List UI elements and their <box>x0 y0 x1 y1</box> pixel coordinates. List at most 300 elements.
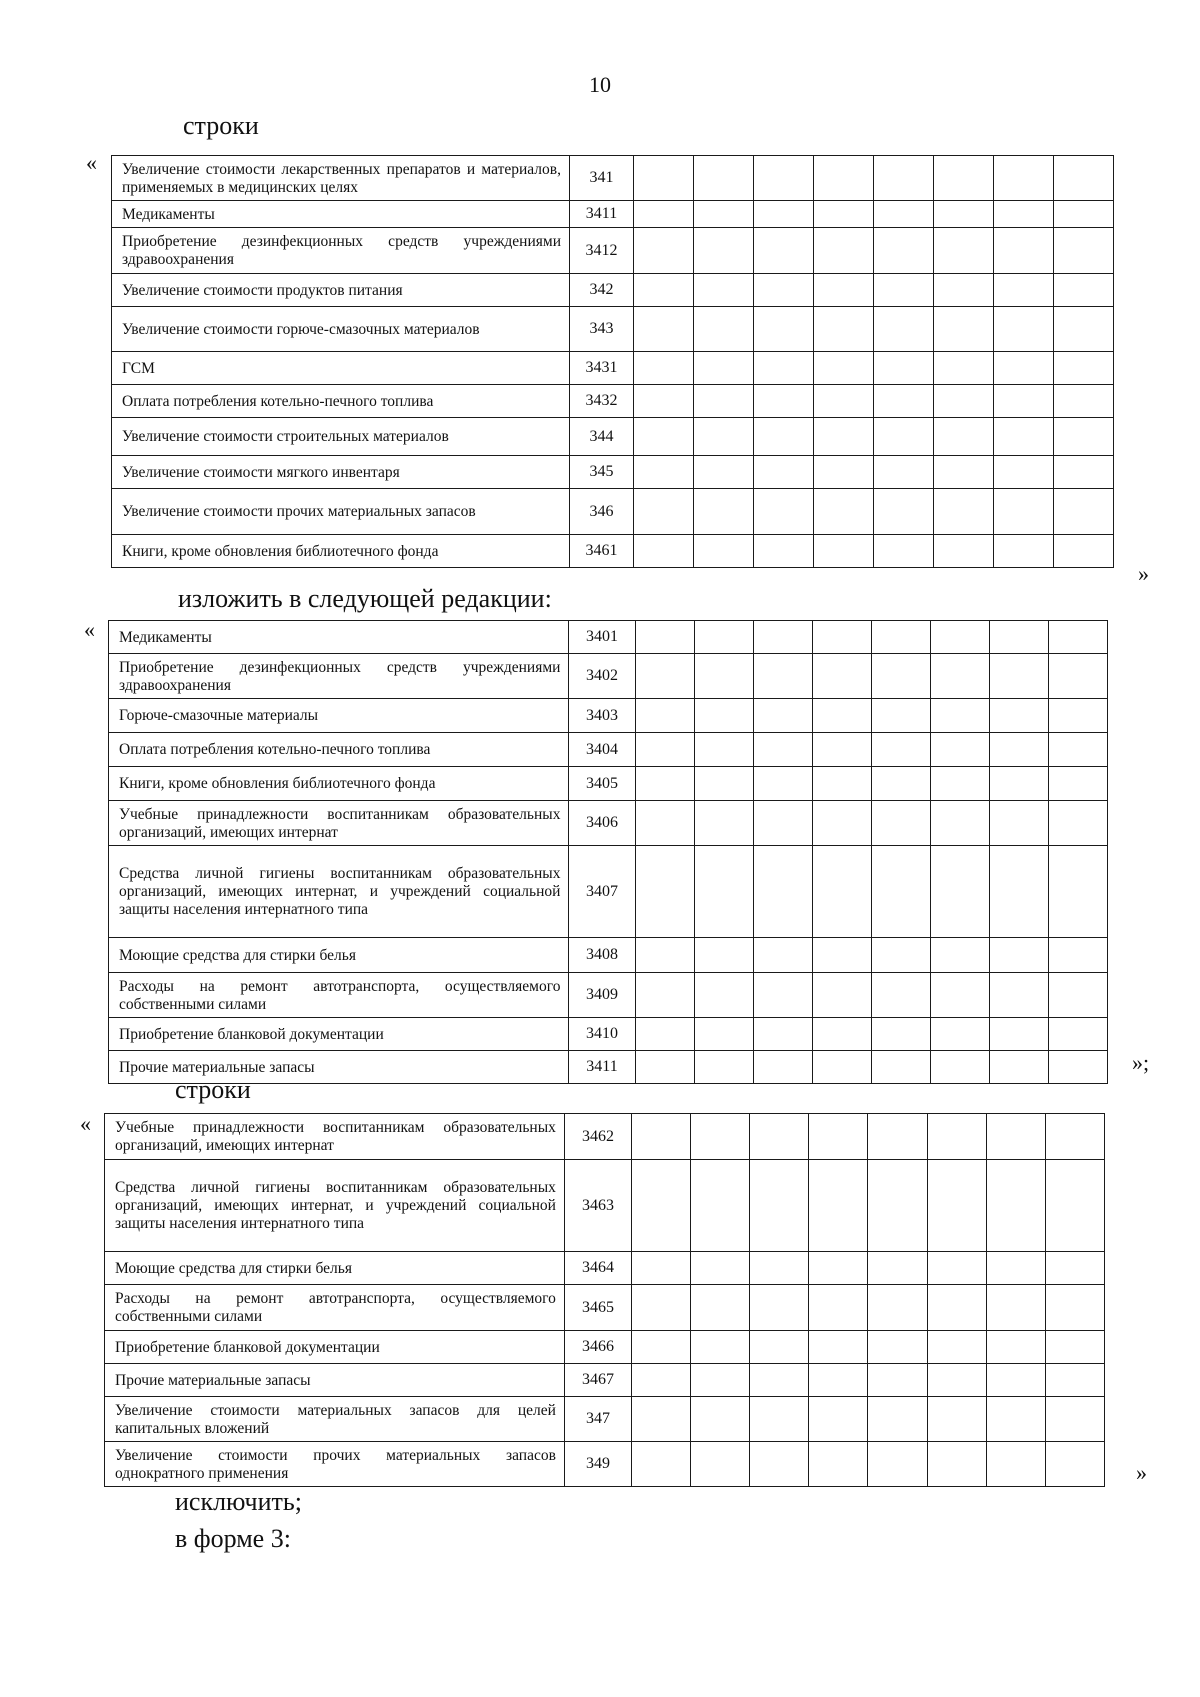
empty-cell <box>986 1114 1045 1160</box>
row-code: 3432 <box>570 385 634 418</box>
empty-cell <box>874 489 934 535</box>
empty-cell <box>635 733 694 767</box>
empty-cell <box>753 938 812 973</box>
row-code: 347 <box>564 1397 631 1442</box>
row-name: Книги, кроме обновления библиотечного фонда <box>109 767 569 801</box>
row-code: 343 <box>570 307 634 352</box>
empty-cell <box>986 1285 1045 1331</box>
empty-cell <box>994 307 1054 352</box>
empty-cell <box>753 654 812 699</box>
empty-cell <box>809 1331 868 1364</box>
row-code: 344 <box>570 418 634 456</box>
heading-form: в форме 3: <box>175 1524 291 1553</box>
row-code: 3411 <box>570 201 634 228</box>
open-quote-1: « <box>86 150 97 175</box>
empty-cell <box>1045 1252 1104 1285</box>
empty-cell <box>1045 1397 1104 1442</box>
empty-cell <box>694 621 753 654</box>
empty-cell <box>1054 385 1114 418</box>
empty-cell <box>632 1397 691 1442</box>
empty-cell <box>753 1018 812 1051</box>
empty-cell <box>871 973 930 1018</box>
row-name: Увеличение стоимости прочих материальных запасов <box>112 489 570 535</box>
empty-cell <box>754 489 814 535</box>
empty-cell <box>635 801 694 846</box>
empty-cell <box>691 1442 750 1487</box>
row-code: 3463 <box>564 1160 631 1252</box>
empty-cell <box>989 733 1048 767</box>
table-row <box>112 489 1114 535</box>
empty-cell <box>994 228 1054 274</box>
table-row <box>112 307 1114 352</box>
empty-cell <box>930 654 989 699</box>
row-code: 3411 <box>569 1051 635 1084</box>
empty-cell <box>812 654 871 699</box>
empty-cell <box>874 274 934 307</box>
empty-cell <box>1048 767 1107 801</box>
row-name: Учебные принадлежности воспитанникам образовательных организаций, имеющих интернат <box>109 801 569 846</box>
row-code: 3464 <box>564 1252 631 1285</box>
empty-cell <box>1048 654 1107 699</box>
empty-cell <box>930 1051 989 1084</box>
empty-cell <box>868 1252 927 1285</box>
empty-cell <box>871 654 930 699</box>
empty-cell <box>1054 156 1114 201</box>
table-row <box>112 418 1114 456</box>
empty-cell <box>874 156 934 201</box>
empty-cell <box>1045 1285 1104 1331</box>
row-name: Медикаменты <box>112 201 570 228</box>
empty-cell <box>753 973 812 1018</box>
row-name: ГСМ <box>112 352 570 385</box>
empty-cell <box>1054 535 1114 568</box>
empty-cell <box>986 1364 1045 1397</box>
empty-cell <box>934 307 994 352</box>
empty-cell <box>814 385 874 418</box>
empty-cell <box>812 1018 871 1051</box>
empty-cell <box>814 274 874 307</box>
empty-cell <box>871 1051 930 1084</box>
empty-cell <box>635 938 694 973</box>
table-row <box>112 228 1114 274</box>
table-excluded-lines <box>104 1113 1105 1487</box>
empty-cell <box>750 1160 809 1252</box>
table-row <box>109 733 1108 767</box>
empty-cell <box>930 1018 989 1051</box>
empty-cell <box>754 385 814 418</box>
empty-cell <box>694 274 754 307</box>
empty-cell <box>814 456 874 489</box>
row-name: Увеличение стоимости материальных запасов для целей капитальных вложений <box>105 1397 565 1442</box>
empty-cell <box>1048 1018 1107 1051</box>
empty-cell <box>753 1051 812 1084</box>
empty-cell <box>694 733 753 767</box>
table-row <box>105 1364 1105 1397</box>
empty-cell <box>1045 1364 1104 1397</box>
empty-cell <box>634 456 694 489</box>
row-code: 3412 <box>570 228 634 274</box>
empty-cell <box>927 1114 986 1160</box>
row-name: Увеличение стоимости строительных материалов <box>112 418 570 456</box>
empty-cell <box>934 352 994 385</box>
empty-cell <box>691 1114 750 1160</box>
empty-cell <box>994 201 1054 228</box>
row-code: 3410 <box>569 1018 635 1051</box>
row-name: Прочие материальные запасы <box>105 1364 565 1397</box>
empty-cell <box>753 699 812 733</box>
row-name: Средства личной гигиены воспитанникам образовательных организаций, имеющих интернат, и учреждений социальной защиты населения интернатного типа <box>109 846 569 938</box>
row-code: 3409 <box>569 973 635 1018</box>
table-row <box>109 1051 1108 1084</box>
empty-cell <box>871 801 930 846</box>
empty-cell <box>750 1442 809 1487</box>
empty-cell <box>1048 1051 1107 1084</box>
empty-cell <box>986 1397 1045 1442</box>
empty-cell <box>874 535 934 568</box>
table-row <box>105 1114 1105 1160</box>
empty-cell <box>927 1442 986 1487</box>
empty-cell <box>812 1051 871 1084</box>
row-name: Приобретение дезинфекционных средств учреждениями здравоохранения <box>112 228 570 274</box>
row-code: 342 <box>570 274 634 307</box>
empty-cell <box>868 1364 927 1397</box>
empty-cell <box>635 654 694 699</box>
empty-cell <box>635 973 694 1018</box>
page-number: 10 <box>589 72 611 97</box>
empty-cell <box>927 1331 986 1364</box>
empty-cell <box>812 699 871 733</box>
empty-cell <box>927 1285 986 1331</box>
empty-cell <box>930 767 989 801</box>
empty-cell <box>927 1364 986 1397</box>
empty-cell <box>989 938 1048 973</box>
row-name: Книги, кроме обновления библиотечного фонда <box>112 535 570 568</box>
empty-cell <box>874 456 934 489</box>
row-name: Приобретение бланковой документации <box>105 1331 565 1364</box>
row-name: Приобретение бланковой документации <box>109 1018 569 1051</box>
row-name: Горюче-смазочные материалы <box>109 699 569 733</box>
table-row <box>109 699 1108 733</box>
empty-cell <box>874 201 934 228</box>
empty-cell <box>871 733 930 767</box>
empty-cell <box>812 621 871 654</box>
empty-cell <box>1048 699 1107 733</box>
empty-cell <box>694 456 754 489</box>
empty-cell <box>694 801 753 846</box>
row-name: Увеличение стоимости прочих материальных запасов однократного применения <box>105 1442 565 1487</box>
empty-cell <box>754 201 814 228</box>
row-code: 3465 <box>564 1285 631 1331</box>
empty-cell <box>753 846 812 938</box>
empty-cell <box>750 1364 809 1397</box>
table-row <box>112 156 1114 201</box>
empty-cell <box>930 973 989 1018</box>
empty-cell <box>812 846 871 938</box>
empty-cell <box>868 1397 927 1442</box>
table-new-edition <box>108 620 1108 1084</box>
open-quote-3: « <box>80 1111 91 1136</box>
empty-cell <box>812 938 871 973</box>
heading-exclude: исключить; <box>175 1487 302 1516</box>
empty-cell <box>691 1160 750 1252</box>
row-name: Прочие материальные запасы <box>109 1051 569 1084</box>
empty-cell <box>1054 352 1114 385</box>
empty-cell <box>994 352 1054 385</box>
table-row <box>109 801 1108 846</box>
empty-cell <box>989 767 1048 801</box>
row-code: 3404 <box>569 733 635 767</box>
row-name: Увеличение стоимости лекарственных препаратов и материалов, применяемых в медицинских целях <box>112 156 570 201</box>
empty-cell <box>934 535 994 568</box>
empty-cell <box>635 621 694 654</box>
empty-cell <box>812 801 871 846</box>
empty-cell <box>874 385 934 418</box>
empty-cell <box>753 767 812 801</box>
row-code: 3461 <box>570 535 634 568</box>
table-row <box>112 385 1114 418</box>
empty-cell <box>930 699 989 733</box>
row-name: Учебные принадлежности воспитанникам образовательных организаций, имеющих интернат <box>105 1114 565 1160</box>
empty-cell <box>814 307 874 352</box>
empty-cell <box>1048 801 1107 846</box>
empty-cell <box>753 801 812 846</box>
empty-cell <box>634 228 694 274</box>
empty-cell <box>1048 938 1107 973</box>
table-row <box>109 1018 1108 1051</box>
row-code: 3401 <box>569 621 635 654</box>
empty-cell <box>868 1331 927 1364</box>
empty-cell <box>934 156 994 201</box>
empty-cell <box>694 489 754 535</box>
empty-cell <box>871 846 930 938</box>
empty-cell <box>868 1114 927 1160</box>
table-row <box>105 1331 1105 1364</box>
empty-cell <box>694 1051 753 1084</box>
empty-cell <box>871 938 930 973</box>
row-name: Приобретение дезинфекционных средств учреждениями здравоохранения <box>109 654 569 699</box>
empty-cell <box>1048 973 1107 1018</box>
row-code: 3407 <box>569 846 635 938</box>
table-row <box>109 654 1108 699</box>
empty-cell <box>1054 228 1114 274</box>
empty-cell <box>694 654 753 699</box>
empty-cell <box>1048 733 1107 767</box>
table-row <box>112 201 1114 228</box>
table-row <box>112 535 1114 568</box>
empty-cell <box>812 767 871 801</box>
row-name: Моющие средства для стирки белья <box>105 1252 565 1285</box>
empty-cell <box>750 1397 809 1442</box>
table-row <box>112 352 1114 385</box>
empty-cell <box>632 1114 691 1160</box>
empty-cell <box>694 385 754 418</box>
empty-cell <box>809 1252 868 1285</box>
empty-cell <box>927 1397 986 1442</box>
empty-cell <box>930 801 989 846</box>
empty-cell <box>694 352 754 385</box>
empty-cell <box>694 156 754 201</box>
empty-cell <box>930 846 989 938</box>
table-row <box>109 767 1108 801</box>
empty-cell <box>994 385 1054 418</box>
table-row <box>105 1397 1105 1442</box>
empty-cell <box>874 307 934 352</box>
empty-cell <box>1045 1442 1104 1487</box>
empty-cell <box>871 1018 930 1051</box>
empty-cell <box>994 418 1054 456</box>
empty-cell <box>635 767 694 801</box>
table-row <box>105 1160 1105 1252</box>
empty-cell <box>994 456 1054 489</box>
empty-cell <box>989 654 1048 699</box>
empty-cell <box>750 1252 809 1285</box>
table-old-lines <box>111 155 1114 568</box>
empty-cell <box>754 535 814 568</box>
row-code: 3431 <box>570 352 634 385</box>
empty-cell <box>871 621 930 654</box>
row-code: 3402 <box>569 654 635 699</box>
empty-cell <box>989 846 1048 938</box>
empty-cell <box>694 201 754 228</box>
empty-cell <box>989 801 1048 846</box>
empty-cell <box>1054 307 1114 352</box>
empty-cell <box>754 456 814 489</box>
empty-cell <box>750 1114 809 1160</box>
empty-cell <box>635 1051 694 1084</box>
table-row <box>105 1252 1105 1285</box>
empty-cell <box>634 535 694 568</box>
empty-cell <box>753 621 812 654</box>
empty-cell <box>871 767 930 801</box>
empty-cell <box>694 973 753 1018</box>
empty-cell <box>1045 1331 1104 1364</box>
row-code: 3466 <box>564 1331 631 1364</box>
empty-cell <box>812 973 871 1018</box>
empty-cell <box>634 156 694 201</box>
empty-cell <box>635 1018 694 1051</box>
empty-cell <box>750 1331 809 1364</box>
table-row <box>109 973 1108 1018</box>
empty-cell <box>871 699 930 733</box>
row-code: 3467 <box>564 1364 631 1397</box>
empty-cell <box>634 307 694 352</box>
empty-cell <box>694 228 754 274</box>
empty-cell <box>694 846 753 938</box>
empty-cell <box>694 1018 753 1051</box>
empty-cell <box>994 156 1054 201</box>
row-code: 341 <box>570 156 634 201</box>
empty-cell <box>754 228 814 274</box>
empty-cell <box>986 1442 1045 1487</box>
empty-cell <box>694 938 753 973</box>
empty-cell <box>632 1442 691 1487</box>
empty-cell <box>691 1364 750 1397</box>
empty-cell <box>754 418 814 456</box>
table-row <box>105 1285 1105 1331</box>
empty-cell <box>989 973 1048 1018</box>
empty-cell <box>934 385 994 418</box>
empty-cell <box>868 1442 927 1487</box>
row-code: 3403 <box>569 699 635 733</box>
empty-cell <box>750 1285 809 1331</box>
table-row <box>109 846 1108 938</box>
empty-cell <box>1048 846 1107 938</box>
empty-cell <box>809 1160 868 1252</box>
empty-cell <box>989 1051 1048 1084</box>
empty-cell <box>809 1364 868 1397</box>
table-row <box>105 1442 1105 1487</box>
empty-cell <box>1054 489 1114 535</box>
empty-cell <box>634 489 694 535</box>
empty-cell <box>632 1252 691 1285</box>
empty-cell <box>868 1160 927 1252</box>
empty-cell <box>874 228 934 274</box>
row-code: 3406 <box>569 801 635 846</box>
empty-cell <box>814 228 874 274</box>
empty-cell <box>691 1397 750 1442</box>
heading-replace: изложить в следующей редакции: <box>178 584 552 613</box>
empty-cell <box>814 535 874 568</box>
empty-cell <box>986 1331 1045 1364</box>
row-name: Увеличение стоимости мягкого инвентаря <box>112 456 570 489</box>
empty-cell <box>934 456 994 489</box>
empty-cell <box>634 352 694 385</box>
empty-cell <box>927 1252 986 1285</box>
empty-cell <box>986 1160 1045 1252</box>
empty-cell <box>986 1252 1045 1285</box>
row-code: 3462 <box>564 1114 631 1160</box>
empty-cell <box>874 352 934 385</box>
row-name: Оплата потребления котельно-печного топлива <box>112 385 570 418</box>
empty-cell <box>691 1285 750 1331</box>
empty-cell <box>1054 201 1114 228</box>
empty-cell <box>754 307 814 352</box>
row-name: Оплата потребления котельно-печного топлива <box>109 733 569 767</box>
row-code: 345 <box>570 456 634 489</box>
row-name: Увеличение стоимости горюче-смазочных материалов <box>112 307 570 352</box>
empty-cell <box>812 733 871 767</box>
row-code: 349 <box>564 1442 631 1487</box>
empty-cell <box>989 699 1048 733</box>
empty-cell <box>691 1331 750 1364</box>
empty-cell <box>634 274 694 307</box>
heading-lines-2: строки <box>175 1075 251 1104</box>
row-code: 346 <box>570 489 634 535</box>
empty-cell <box>694 535 754 568</box>
empty-cell <box>809 1114 868 1160</box>
row-name: Моющие средства для стирки белья <box>109 938 569 973</box>
empty-cell <box>934 228 994 274</box>
row-code: 3408 <box>569 938 635 973</box>
row-name: Средства личной гигиены воспитанникам образовательных организаций, имеющих интернат, и учреждений социальной защиты населения интернатного типа <box>105 1160 565 1252</box>
empty-cell <box>927 1160 986 1252</box>
empty-cell <box>694 307 754 352</box>
row-name: Расходы на ремонт автотранспорта, осуществляемого собственными силами <box>109 973 569 1018</box>
empty-cell <box>635 699 694 733</box>
empty-cell <box>994 274 1054 307</box>
row-code: 3405 <box>569 767 635 801</box>
table-row <box>112 456 1114 489</box>
empty-cell <box>1054 456 1114 489</box>
empty-cell <box>754 274 814 307</box>
empty-cell <box>934 274 994 307</box>
empty-cell <box>635 846 694 938</box>
empty-cell <box>634 385 694 418</box>
empty-cell <box>1054 418 1114 456</box>
empty-cell <box>1048 621 1107 654</box>
empty-cell <box>753 733 812 767</box>
empty-cell <box>1045 1114 1104 1160</box>
